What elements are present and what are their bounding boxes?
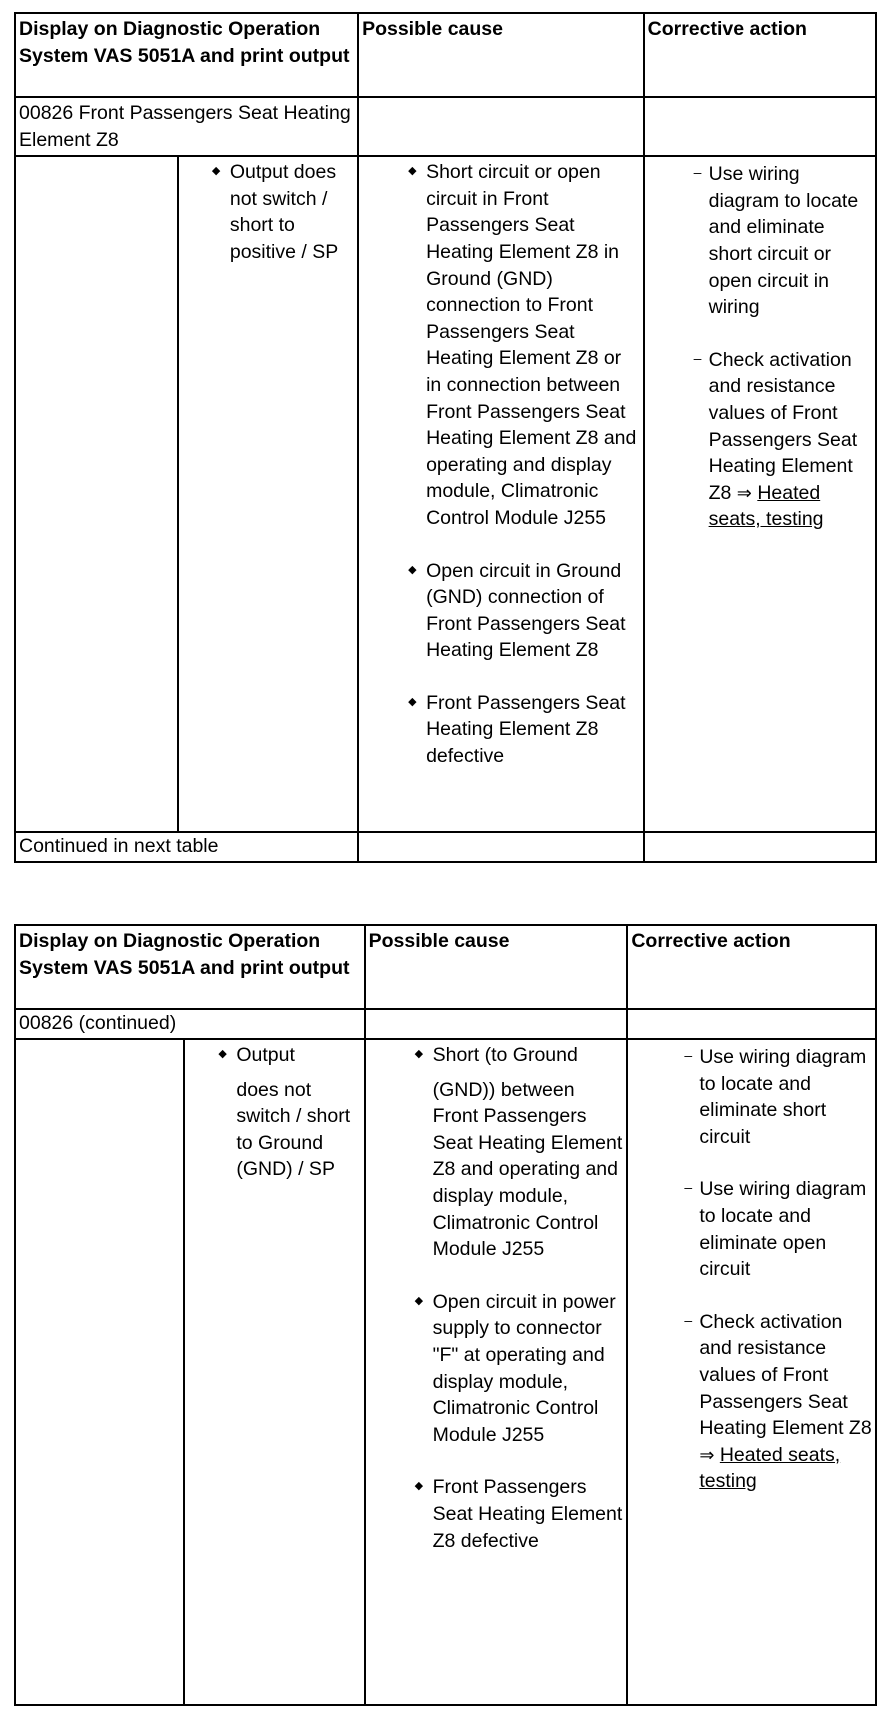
action-text: Check activation and resistance values of Front Passengers Seat Heating Element Z8: [699, 1310, 872, 1440]
empty-cell: [358, 97, 644, 156]
action-item: – Use wiring diagram to locate and eliminate open circuit: [682, 1176, 872, 1282]
footer-row: [15, 832, 876, 862]
header-row: [15, 925, 876, 1009]
fault-code: 00826 Front Passengers Seat Heating Element Z8: [15, 97, 358, 156]
cause-item: ◆ Open circuit in Ground (GND) connection of Front Passengers Seat Heating Element Z8: [407, 558, 640, 664]
heated-seats-testing-link[interactable]: Heated seats, testing: [708, 481, 824, 531]
continued-note: Continued in next table: [15, 832, 358, 862]
empty-cell: [365, 1009, 628, 1039]
cause-item: [414, 1042, 624, 1263]
fault-text-line1: Output: [236, 1044, 295, 1066]
action-list: [692, 161, 872, 533]
empty-cell: [644, 97, 876, 156]
action-item: – Use wiring diagram to locate and eliminate short circuit: [682, 1044, 872, 1150]
fault-item: ◆ Output does not switch / short to positive / SP: [211, 159, 354, 265]
cause-text-rest: (GND)) between Front Passengers Seat Heating Element Z8 and operating and display module, Climatronic Control Module J255: [432, 1078, 623, 1261]
cause-item: ◆ Short circuit or open circuit in Front Passengers Seat Heating Element Z8 in Ground (GND) connection to Front Passengers Seat Heating Element Z8 or in connection between Front Passengers Seat Heating Element Z8 and operating and display module, Climatronic Control Module J255: [407, 159, 640, 531]
fault-item: [217, 1042, 360, 1183]
empty-indent-cell: [15, 156, 178, 832]
cause-item: ◆ Open circuit in power supply to connector "F" at operating and display module, Climatronic Control Module J255: [414, 1289, 624, 1449]
action-item: [682, 1309, 872, 1495]
fault-code: 00826 (continued): [15, 1009, 365, 1039]
cause-item: ◆ Front Passengers Seat Heating Element Z8 defective: [407, 690, 640, 770]
arrow-right-icon: ⇒: [699, 1444, 715, 1465]
cause-text-line1: Short (to Ground: [432, 1044, 578, 1066]
empty-cell: [627, 1009, 876, 1039]
header-possible-cause: Possible cause: [365, 925, 628, 1009]
empty-cell: [358, 832, 644, 862]
possible-cause-cell: [358, 156, 644, 832]
diagnostic-table-1: [14, 12, 877, 863]
corrective-action-cell: [627, 1039, 876, 1705]
action-list: [682, 1044, 872, 1495]
fault-description-cell: [184, 1039, 364, 1705]
arrow-right-icon: ⇒: [736, 482, 752, 503]
heated-seats-testing-link[interactable]: Heated seats, testing: [699, 1443, 841, 1493]
empty-indent-cell: [15, 1039, 184, 1705]
fault-text-rest: does not switch / short to Ground (GND) / SP: [236, 1078, 351, 1181]
action-item: – Use wiring diagram to locate and eliminate short circuit or open circuit in wiring: [692, 161, 872, 321]
header-display: Display on Diagnostic Operation System VAS 5051A and print output: [15, 925, 365, 1009]
header-possible-cause: Possible cause: [358, 13, 644, 97]
empty-cell: [644, 832, 876, 862]
header-row: [15, 13, 876, 97]
code-row: [15, 1009, 876, 1039]
code-row: [15, 97, 876, 156]
header-corrective-action: Corrective action: [627, 925, 876, 1009]
header-display: Display on Diagnostic Operation System VAS 5051A and print output: [15, 13, 358, 97]
fault-description-cell: [178, 156, 358, 832]
action-text: Check activation and resistance values of Front Passengers Seat Heating Element Z8: [708, 348, 858, 504]
diagnostic-table-2: [14, 924, 877, 1706]
cause-item: ◆ Front Passengers Seat Heating Element Z8 defective: [414, 1474, 624, 1554]
fault-list: [211, 159, 354, 265]
possible-cause-cell: [365, 1039, 628, 1705]
corrective-action-cell: [644, 156, 876, 832]
fault-list: [217, 1042, 360, 1183]
detail-row: [15, 156, 876, 832]
cause-list: [407, 159, 640, 769]
detail-row: [15, 1039, 876, 1705]
header-corrective-action: Corrective action: [644, 13, 876, 97]
action-item: [692, 347, 872, 533]
cause-list: [414, 1042, 624, 1554]
